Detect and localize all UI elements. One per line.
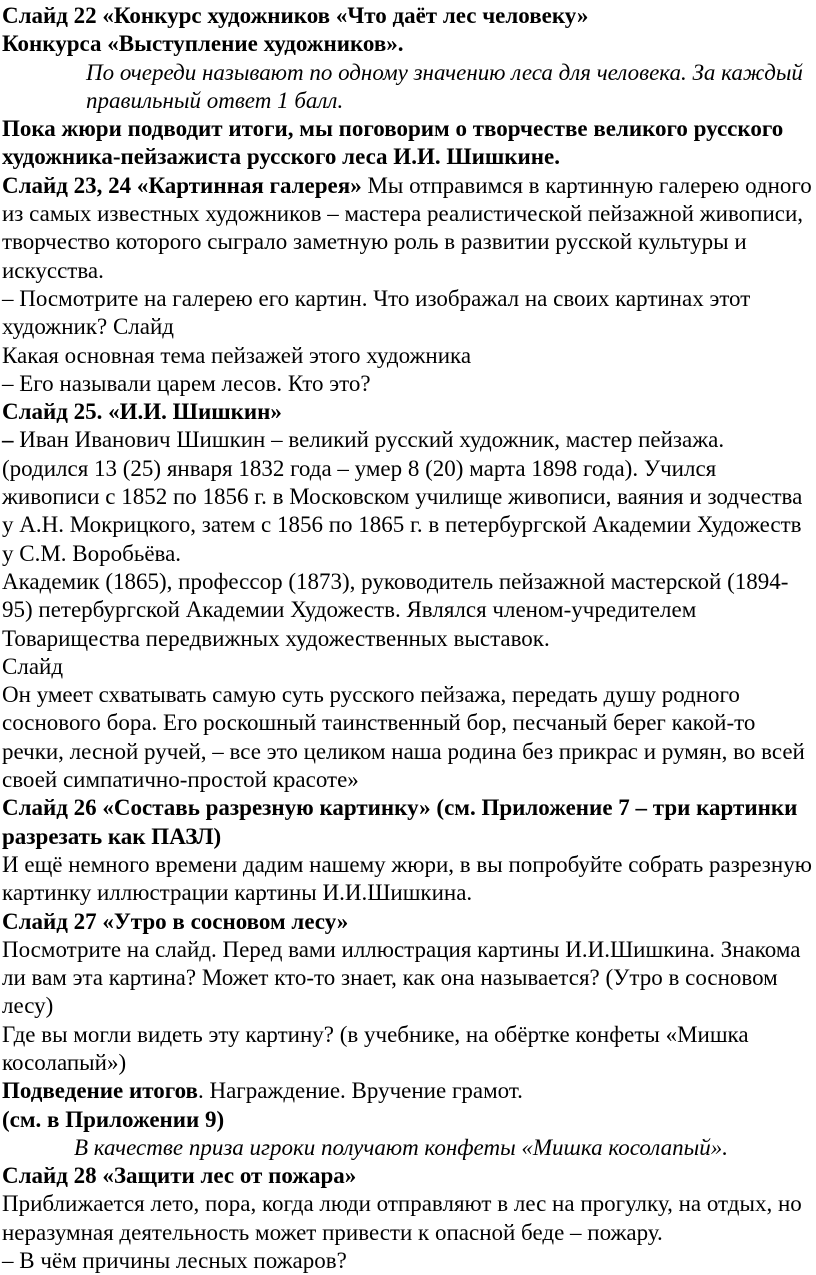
slide-27-heading: Слайд 27 «Утро в сосновом лесу» xyxy=(2,908,349,934)
puzzle-instructions: И ещё немного времени дадим нашему жюри, в вы попробуйте собрать разрезную картинку иллюстрации картины И.И.Шишкина. xyxy=(2,851,812,906)
slide-28-heading: Слайд 28 «Защити лес от пожара» xyxy=(2,1163,357,1189)
appendix-9-reference: (см. в Приложении 9) xyxy=(2,1106,225,1132)
academic-career: Академик (1865), профессор (1873), руководитель пейзажной мастерской (1894-95) петербургской Академии Художеств. Являлся членом-учредителем Товарищества передвижных художественных выставок. xyxy=(2,568,789,651)
slide-23-24-heading: Слайд 23, 24 «Картинная галерея» xyxy=(2,172,362,198)
slide-22-heading: Слайд 22 «Конкурс художников «Что даёт лес человеку» xyxy=(2,3,589,28)
biography-text: Иван Иванович Шишкин – великий русский художник, мастер пейзажа. (родился 13 (25) января 1832 года – умер 8 (20) марта 1898 года). Учился живописи с 1852 по 1856 г. в Московском училище живописи, ваяния и зодчества у А.Н. Мокрицкого, затем с 1856 по 1865 г. в петербургской Академии Художеств у С.М. Воробьёва. xyxy=(2,427,803,566)
summary-heading: Подведение итогов xyxy=(2,1078,198,1104)
slide-23-24-text: Мы отправимся в картинную галерею одного из самых известных художников – мастера реалистической пейзажной живописи, творчество которого сыграло заметную роль в развитии русской культуры и искусства. xyxy=(2,172,812,283)
slide-marker: Слайд xyxy=(2,653,64,679)
summary-paragraph xyxy=(2,1077,814,1105)
slide-26-heading: Слайд 26 «Составь разрезную картинку» (см. Приложение 7 – три картинки разрезать как ПАЗЛ) xyxy=(2,795,798,849)
shishkin-biography xyxy=(2,426,814,567)
summary-text: . Награждение. Вручение грамот. xyxy=(197,1078,523,1104)
jury-note: Пока жюри подводит итоги, мы поговорим о творчестве великого русского художника-пейзажиста русского леса И.И. Шишкине. xyxy=(2,116,784,170)
biography-dash: – xyxy=(2,427,14,453)
king-of-forests-question: – Его называли царем лесов. Кто это? xyxy=(2,370,371,396)
theme-question: Какая основная тема пейзажей этого художника xyxy=(2,342,472,368)
where-seen-question: Где вы могли видеть эту картину? (в учебнике, на обёртке конфеты «Мишка косолапый») xyxy=(2,1021,749,1075)
contest-heading: Конкурса «Выступление художников». xyxy=(2,31,404,57)
fire-danger-text: Приближается лето, пора, когда люди отправляют в лес на прогулку, на отдых, но неразумная деятельность может привести к опасной беде – пожару. xyxy=(2,1191,802,1245)
prize-note: В качестве приза игроки получают конфеты «Мишка косолапый». xyxy=(74,1134,728,1160)
slide-25-heading: Слайд 25. «И.И. Шишкин» xyxy=(2,399,282,425)
fire-causes-question: – В чём причины лесных пожаров? xyxy=(2,1248,347,1274)
painting-question: Посмотрите на слайд. Перед вами иллюстрация картины И.И.Шишкина. Знакома ли вам эта картина? Может кто-то знает, как она называется? (Утро в сосновом лесу) xyxy=(2,936,801,1019)
landscape-quote: Он умеет схватывать самую суть русского пейзажа, передать душу родного соснового бора. Его роскошный таинственный бор, песчаный берег какой-то речки, лесной ручей, – все это целиком наша родина без прикрас и румян, во всей своей симпатично-простой красоте» xyxy=(2,682,805,793)
gallery-question: – Посмотрите на галерею его картин. Что изображал на своих картинах этот художник? Слайд xyxy=(2,285,751,340)
contest-instructions: По очереди называют по одному значению леса для человека. За каждый правильный ответ 1 балл. xyxy=(86,59,803,113)
slide-23-24-paragraph xyxy=(2,172,814,285)
